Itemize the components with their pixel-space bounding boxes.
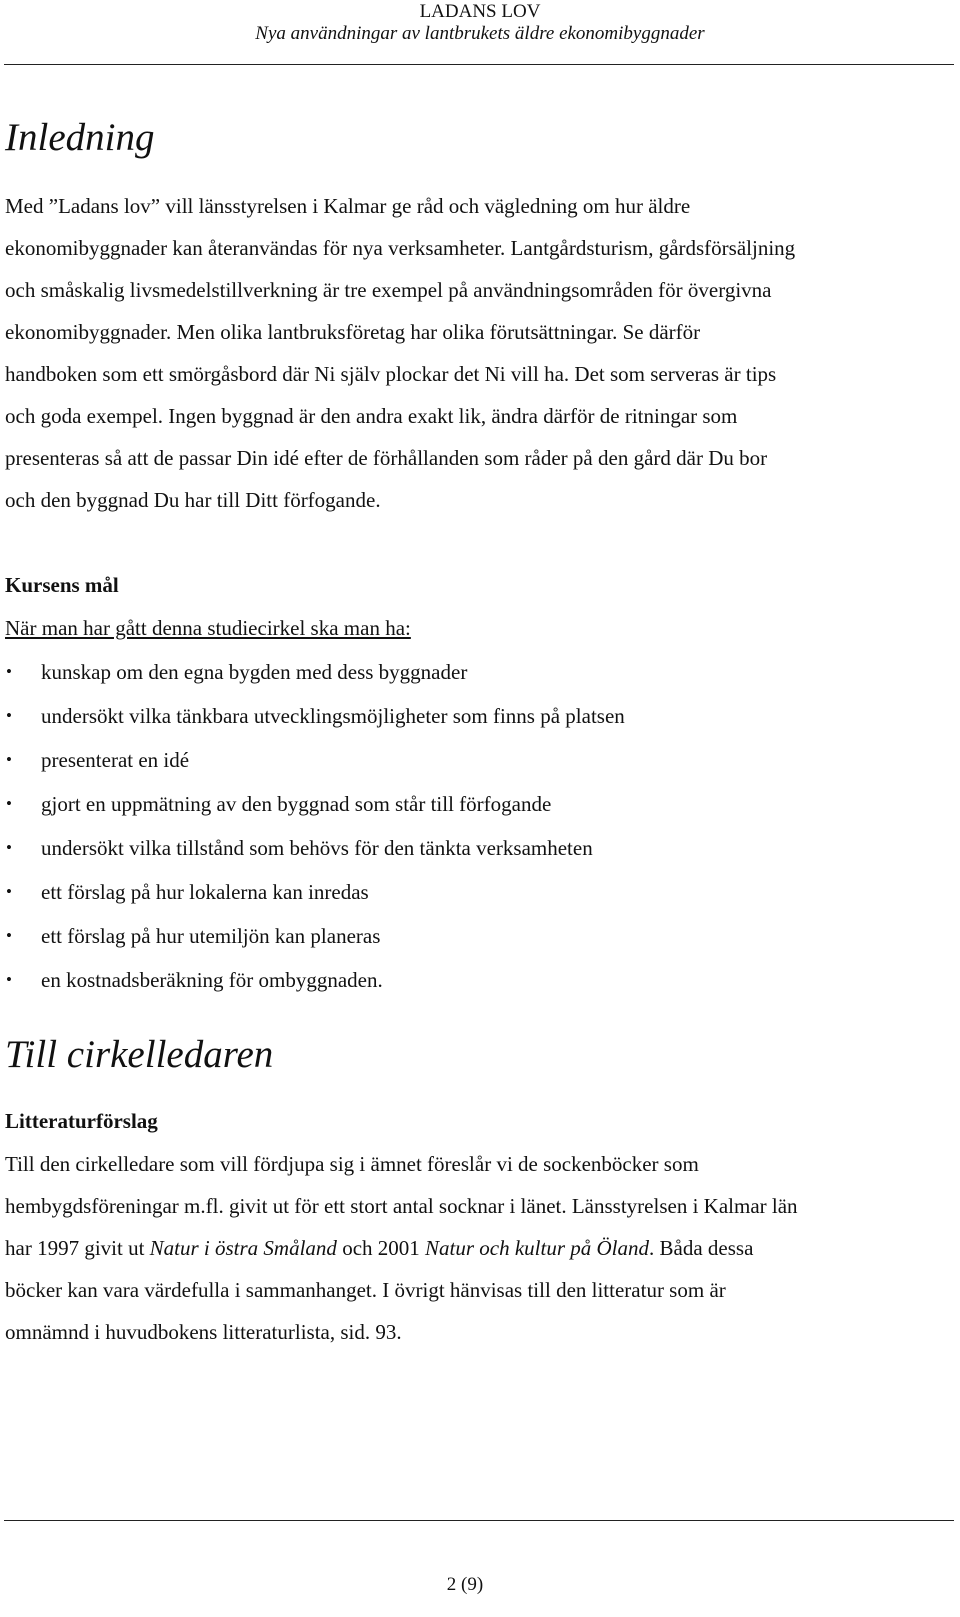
document-title: LADANS LOV bbox=[419, 1, 541, 22]
paragraph-line: presenteras så att de passar Din idé efter de förhållanden som råder på den gård där Du bor bbox=[5, 446, 768, 470]
paragraph-line: Med ”Ladans lov” vill länsstyrelsen i Kalmar ge råd och vägledning om hur äldre bbox=[5, 194, 691, 218]
list-item bbox=[0, 650, 940, 694]
paragraph-line: omnämnd i huvudbokens litteraturlista, sid. 93. bbox=[5, 1320, 402, 1344]
list-intro: När man har gått denna studiecirkel ska man ha: bbox=[5, 616, 411, 640]
text-segment: har 1997 givit ut bbox=[5, 1236, 150, 1260]
heading-till-cirkelledaren: Till cirkelledaren bbox=[5, 1033, 274, 1076]
list-item bbox=[0, 694, 940, 738]
goals-list bbox=[0, 650, 940, 1002]
bullet-icon: • bbox=[6, 970, 12, 989]
paragraph-litteratur bbox=[5, 1143, 945, 1353]
list-item-text: ett förslag på hur lokalerna kan inredas bbox=[41, 880, 369, 904]
paragraph-inledning bbox=[5, 185, 945, 521]
bullet-icon: • bbox=[6, 838, 12, 857]
paragraph-line: handboken som ett smörgåsbord där Ni själv plockar det Ni vill ha. Det som serveras är tips bbox=[5, 362, 777, 386]
paragraph-line: och den byggnad Du har till Ditt förfogande. bbox=[5, 488, 381, 512]
document-subtitle: Nya användningar av lantbrukets äldre ekonomibyggnader bbox=[255, 23, 705, 44]
paragraph-line: Till den cirkelledare som vill fördjupa sig i ämnet föreslår vi de sockenböcker som bbox=[5, 1152, 699, 1176]
list-item-text: undersökt vilka tillstånd som behövs för den tänkta verksamheten bbox=[41, 836, 593, 860]
bullet-icon: • bbox=[6, 882, 12, 901]
list-item bbox=[0, 738, 940, 782]
list-item-text: ett förslag på hur utemiljön kan planeras bbox=[41, 924, 381, 948]
paragraph-line: böcker kan vara värdefulla i sammanhanget. I övrigt hänvisas till den litteratur som är bbox=[5, 1278, 726, 1302]
heading-inledning: Inledning bbox=[5, 116, 155, 159]
text-segment: och 2001 bbox=[336, 1236, 426, 1260]
bullet-icon: • bbox=[6, 750, 12, 769]
list-item bbox=[0, 826, 940, 870]
paragraph-line: ekonomibyggnader kan återanvändas för nya verksamheter. Lantgårdsturism, gårdsförsäljning bbox=[5, 236, 796, 260]
list-item bbox=[0, 870, 940, 914]
list-item bbox=[0, 914, 940, 958]
paragraph-line: och småskalig livsmedelstillverkning är tre exempel på användningsområden för övergivna bbox=[5, 278, 772, 302]
text-segment: . Båda dessa bbox=[649, 1236, 754, 1260]
bullet-icon: • bbox=[6, 662, 12, 681]
list-item-text: presenterat en idé bbox=[41, 748, 190, 772]
bullet-icon: • bbox=[6, 706, 12, 725]
footer-divider bbox=[4, 1520, 954, 1521]
bullet-icon: • bbox=[6, 926, 12, 945]
heading-litteraturforslag: Litteraturförslag bbox=[5, 1109, 158, 1133]
paragraph-line: hembygdsföreningar m.fl. givit ut för ett stort antal socknar i länet. Länsstyrelsen i Kalmar län bbox=[5, 1194, 798, 1218]
list-item-text: kunskap om den egna bygden med dess byggnader bbox=[41, 660, 468, 684]
list-item bbox=[0, 958, 940, 1002]
paragraph-line bbox=[5, 1227, 945, 1269]
page-number: 2 (9) bbox=[446, 1574, 484, 1595]
heading-kursens-mal: Kursens mål bbox=[5, 573, 119, 597]
list-item-text: en kostnadsberäkning för ombyggnaden. bbox=[41, 968, 383, 992]
paragraph-line: och goda exempel. Ingen byggnad är den andra exakt lik, ändra därför de ritningar som bbox=[5, 404, 738, 428]
list-item-text: undersökt vilka tänkbara utvecklingsmöjligheter som finns på platsen bbox=[41, 704, 625, 728]
paragraph-line: ekonomibyggnader. Men olika lantbruksföretag har olika förutsättningar. Se därför bbox=[5, 320, 701, 344]
book-title: Natur och kultur på Öland bbox=[425, 1236, 650, 1260]
list-item-text: gjort en uppmätning av den byggnad som står till förfogande bbox=[41, 792, 552, 816]
list-item bbox=[0, 782, 940, 826]
book-title: Natur i östra Småland bbox=[149, 1236, 337, 1260]
header-divider bbox=[4, 64, 954, 65]
bullet-icon: • bbox=[6, 794, 12, 813]
